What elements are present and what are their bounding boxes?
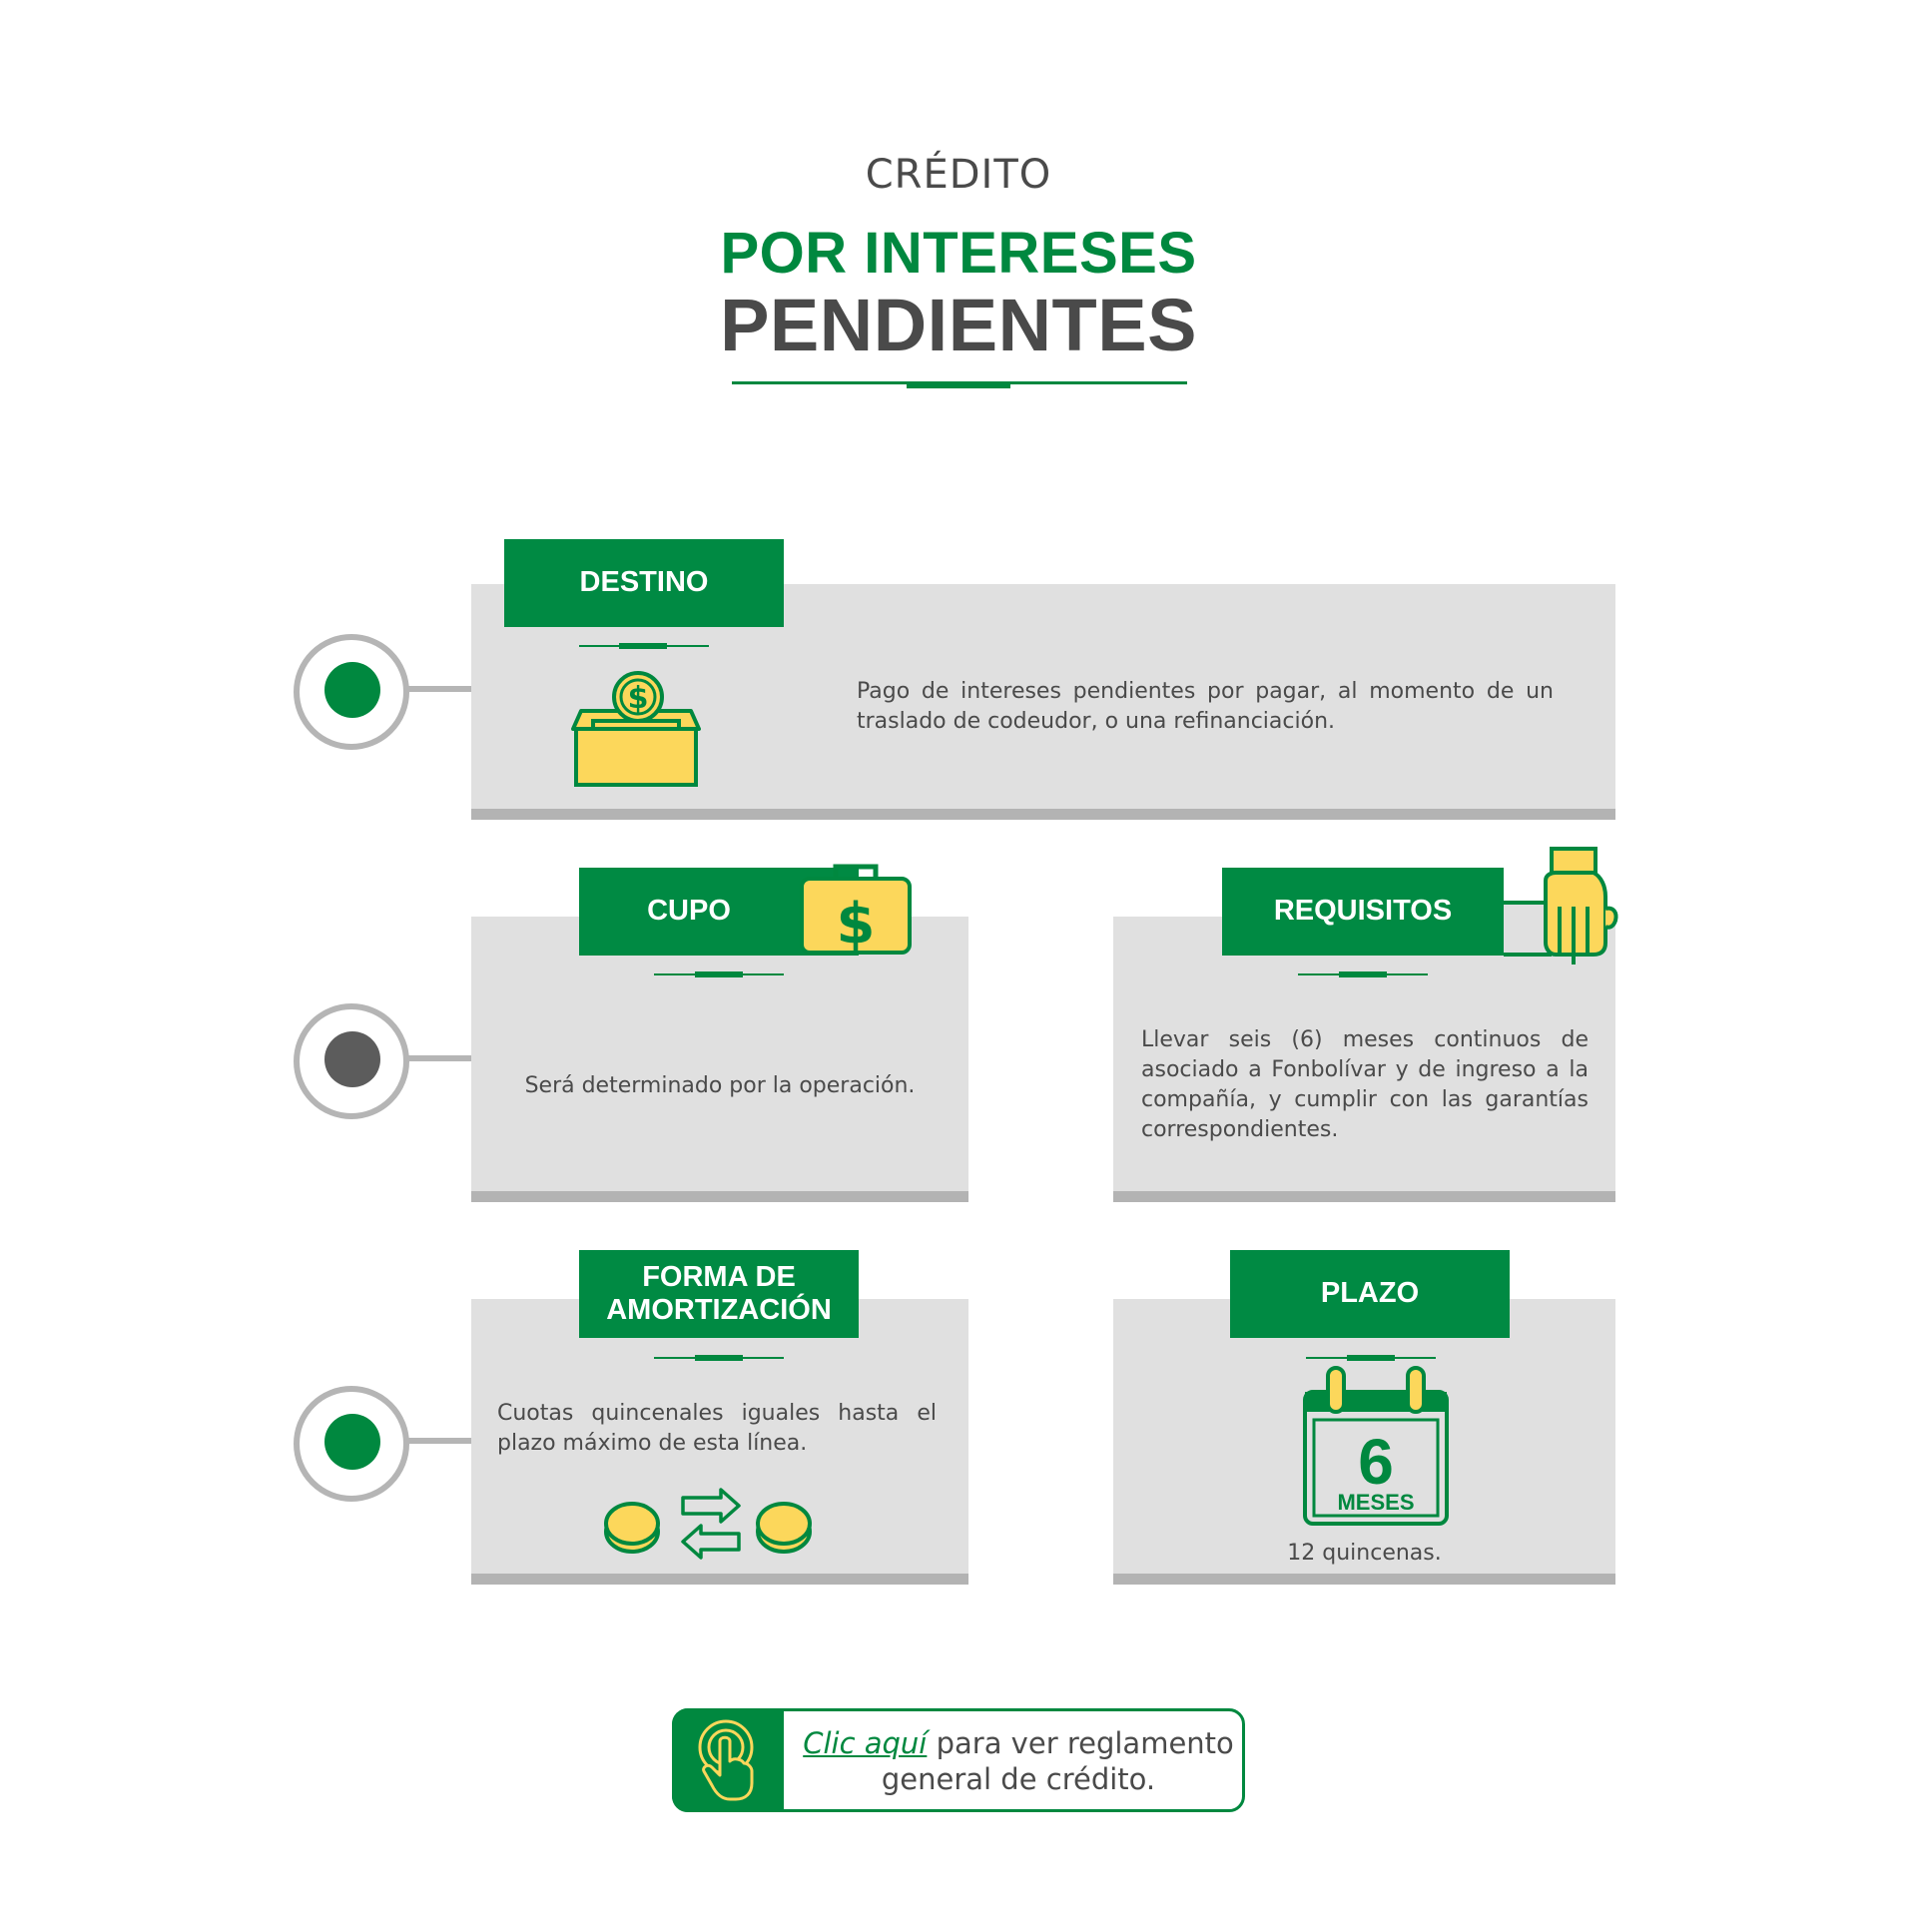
cupo-card-bar: [471, 1191, 968, 1202]
requisitos-title: REQUISITOS: [1273, 895, 1453, 928]
calendar-icon: [1302, 1364, 1450, 1528]
amortizacion-deco-accent: [695, 1355, 743, 1361]
plazo-text: 12 quincenas.: [1287, 1541, 1442, 1566]
amortizacion-title-line1: FORMA DE: [642, 1260, 796, 1293]
cupo-card: [471, 917, 968, 1191]
header-kicker: CRÉDITO: [865, 152, 1052, 198]
svg-text:$: $: [836, 892, 876, 957]
amortizacion-tab: [579, 1250, 859, 1338]
destino-title: DESTINO: [579, 566, 709, 599]
destino-card-bar: [471, 809, 1615, 820]
timeline-node-2-dot: [324, 1031, 380, 1087]
plazo-card-bar: [1113, 1574, 1615, 1585]
destino-deco-accent: [619, 643, 667, 649]
timeline-connector-1: [401, 686, 471, 692]
header-title-line1: POR INTERESES: [720, 221, 1197, 286]
cta-text-rest: para ver reglamento general de crédito.: [881, 1726, 1234, 1796]
cupo-text: Será determinado por la operación.: [524, 1073, 916, 1098]
coin-exchange-icon: [603, 1488, 817, 1564]
calendar-unit: MESES: [1337, 1490, 1415, 1515]
reglamento-link[interactable]: Clic aquí: [803, 1726, 928, 1760]
amortizacion-card-bar: [471, 1574, 968, 1585]
amortizacion-title-line2: AMORTIZACIÓN: [606, 1294, 832, 1326]
cta-text: [799, 1725, 1238, 1797]
cupo-deco-accent: [695, 971, 743, 977]
tap-finger-icon[interactable]: [694, 1719, 764, 1803]
timeline-node-3-dot: [324, 1414, 380, 1470]
plazo-tab: [1230, 1250, 1510, 1338]
requisitos-text: Llevar seis (6) meses continuos de asociado a Fonbolívar y de ingreso a la compañía, y cumplir con las garantías correspondientes.: [1141, 1027, 1589, 1142]
header-divider-accent: [907, 381, 1010, 388]
destino-text: Pago de intereses pendientes por pagar, al momento de un traslado de codeudor, o una refinanciación.: [857, 679, 1554, 734]
requisitos-tab: [1222, 868, 1504, 956]
coin-box-icon: [571, 667, 701, 787]
amortizacion-text: Cuotas quincenales iguales hasta el plazo máximo de esta línea.: [497, 1401, 937, 1456]
header-title-line2: PENDIENTES: [720, 284, 1197, 366]
cupo-title: CUPO: [647, 895, 731, 928]
svg-text:$: $: [627, 681, 649, 716]
plazo-deco-accent: [1347, 1355, 1395, 1361]
calendar-number: 6: [1358, 1426, 1394, 1498]
hand-icon: [1502, 847, 1621, 970]
requisitos-deco-accent: [1339, 971, 1387, 977]
plazo-title: PLAZO: [1320, 1277, 1420, 1310]
requisitos-card-bar: [1113, 1191, 1615, 1202]
timeline-connector-3: [401, 1438, 471, 1444]
timeline-connector-2: [401, 1055, 471, 1061]
money-briefcase-icon: [799, 861, 913, 957]
destino-tab: [504, 539, 784, 627]
timeline-node-1-dot: [324, 662, 380, 718]
